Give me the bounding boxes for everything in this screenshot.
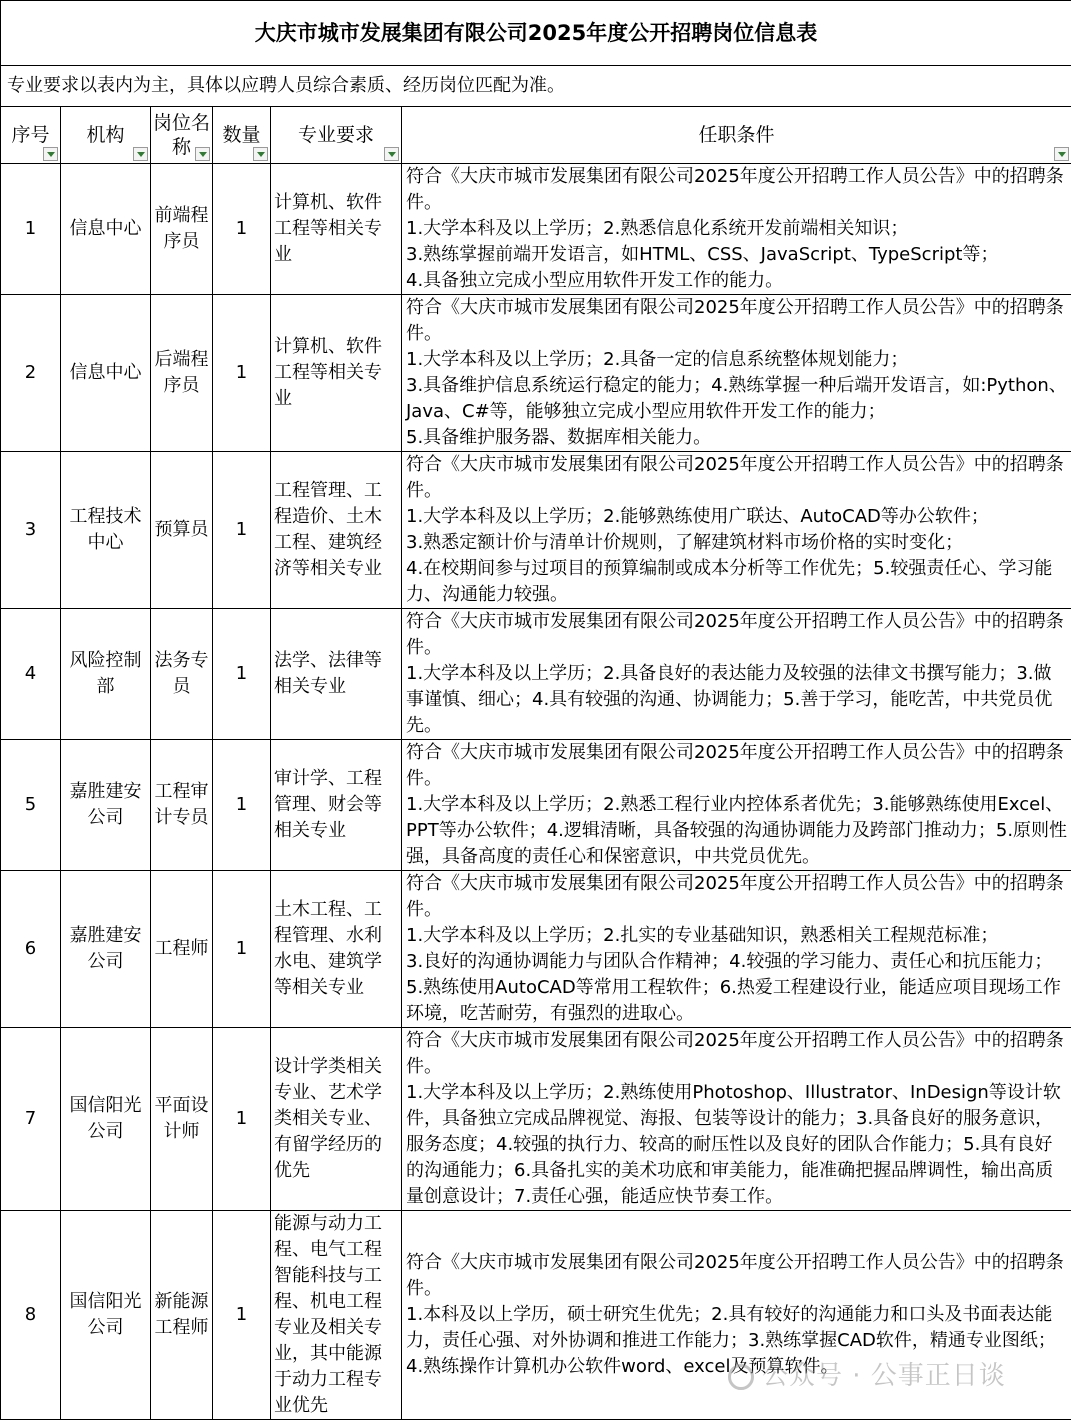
table-row xyxy=(1,295,1071,452)
header-row xyxy=(1,107,1071,164)
row-major: 计算机、软件工程等相关专业 xyxy=(271,295,402,452)
row-org: 信息中心 xyxy=(61,295,151,452)
condition-line: 1.大学本科及以上学历；2.熟练使用Photoshop、Illustrator、InDesign等设计软件，具备独立完成品牌视觉、海报、包装等设计的能力；3.具备良好的服务意识，服务态度；4.较强的执行力、较高的耐压性以及良好的团队合作能力；5.具有良好的沟通能力；6.具备扎实的美术功底和审美能力，能准确把握品牌调性，输出高质量创意设计；7.责任心强，能适应快节奏工作。 xyxy=(406,1080,1068,1210)
condition-line: 4.在校期间参与过项目的预算编制或成本分析等工作优先；5.较强责任心、学习能力、沟通能力较强。 xyxy=(406,556,1068,608)
table-row xyxy=(1,1028,1071,1211)
row-org: 嘉胜建安公司 xyxy=(61,740,151,871)
row-index: 1 xyxy=(1,164,61,295)
row-position: 前端程序员 xyxy=(151,164,213,295)
row-index: 7 xyxy=(1,1028,61,1211)
table-title: 大庆市城市发展集团有限公司2025年度公开招聘岗位信息表 xyxy=(1,1,1071,66)
row-conditions xyxy=(402,1028,1071,1211)
row-conditions xyxy=(402,452,1071,609)
row-count: 1 xyxy=(213,452,271,609)
condition-line: 符合《大庆市城市发展集团有限公司2025年度公开招聘工作人员公告》中的招聘条件。 xyxy=(406,871,1068,923)
filter-dropdown-icon[interactable] xyxy=(195,147,210,161)
condition-line: 1.大学本科及以上学历；2.熟悉信息化系统开发前端相关知识； xyxy=(406,216,1068,242)
row-conditions xyxy=(402,740,1071,871)
header-index: 序号 xyxy=(1,107,61,164)
condition-line: 1.大学本科及以上学历；2.扎实的专业基础知识，熟悉相关工程规范标准； xyxy=(406,923,1068,949)
row-conditions xyxy=(402,871,1071,1028)
filter-dropdown-icon[interactable] xyxy=(253,147,268,161)
condition-line: 符合《大庆市城市发展集团有限公司2025年度公开招聘工作人员公告》中的招聘条件。 xyxy=(406,452,1068,504)
row-count: 1 xyxy=(213,609,271,740)
condition-line: 5.具备维护服务器、数据库相关能力。 xyxy=(406,425,1068,451)
table-row xyxy=(1,871,1071,1028)
row-major: 法学、法律等相关专业 xyxy=(271,609,402,740)
row-conditions xyxy=(402,609,1071,740)
row-count: 1 xyxy=(213,740,271,871)
row-major: 计算机、软件工程等相关专业 xyxy=(271,164,402,295)
condition-line: 1.大学本科及以上学历；2.具备良好的表达能力及较强的法律文书撰写能力；3.做事谨慎、细心；4.具有较强的沟通、协调能力；5.善于学习，能吃苦，中共党员优先。 xyxy=(406,661,1068,739)
condition-line: 4.具备独立完成小型应用软件开发工作的能力。 xyxy=(406,268,1068,294)
row-major: 工程管理、工程造价、土木工程、建筑经济等相关专业 xyxy=(271,452,402,609)
row-org: 嘉胜建安公司 xyxy=(61,871,151,1028)
row-index: 2 xyxy=(1,295,61,452)
table-note: 专业要求以表内为主，具体以应聘人员综合素质、经历岗位匹配为准。 xyxy=(1,66,1071,107)
condition-line: 符合《大庆市城市发展集团有限公司2025年度公开招聘工作人员公告》中的招聘条件。 xyxy=(406,295,1068,347)
row-index: 4 xyxy=(1,609,61,740)
condition-line: 1.大学本科及以上学历；2.熟悉工程行业内控体系者优先；3.能够熟练使用Excel、PPT等办公软件；4.逻辑清晰，具备较强的沟通协调能力及跨部门推动力；5.原则性强，具备高度的责任心和保密意识，中共党员优先。 xyxy=(406,792,1068,870)
condition-line: 符合《大庆市城市发展集团有限公司2025年度公开招聘工作人员公告》中的招聘条件。 xyxy=(406,609,1068,661)
filter-dropdown-icon[interactable] xyxy=(43,147,58,161)
row-org: 风险控制部 xyxy=(61,609,151,740)
row-major: 土木工程、工程管理、水利水电、建筑学等相关专业 xyxy=(271,871,402,1028)
row-major: 设计学类相关专业、艺术学类相关专业、有留学经历的优先 xyxy=(271,1028,402,1211)
condition-line: 符合《大庆市城市发展集团有限公司2025年度公开招聘工作人员公告》中的招聘条件。 xyxy=(406,1028,1068,1080)
row-position: 平面设计师 xyxy=(151,1028,213,1211)
row-major: 能源与动力工程、电气工程智能科技与工程、机电工程专业及相关专业，其中能源于动力工程专业优先 xyxy=(271,1211,402,1420)
header-major: 专业要求 xyxy=(271,107,402,164)
row-position: 后端程序员 xyxy=(151,295,213,452)
table-row xyxy=(1,452,1071,609)
table-row xyxy=(1,609,1071,740)
condition-line: 3.熟练掌握前端开发语言，如HTML、CSS、JavaScript、TypeScript等； xyxy=(406,242,1068,268)
wechat-logo-icon xyxy=(728,1364,754,1390)
row-count: 1 xyxy=(213,295,271,452)
row-conditions xyxy=(402,295,1071,452)
row-position: 新能源工程师 xyxy=(151,1211,213,1420)
header-position: 岗位名称 xyxy=(151,107,213,164)
row-position: 工程师 xyxy=(151,871,213,1028)
row-org: 国信阳光公司 xyxy=(61,1028,151,1211)
row-org: 国信阳光公司 xyxy=(61,1211,151,1420)
row-conditions xyxy=(402,164,1071,295)
row-position: 法务专员 xyxy=(151,609,213,740)
filter-dropdown-icon[interactable] xyxy=(1054,147,1069,161)
watermark: 公众号 · 公事正日谈 xyxy=(728,1355,1006,1392)
filter-dropdown-icon[interactable] xyxy=(133,147,148,161)
row-count: 1 xyxy=(213,871,271,1028)
condition-line: 符合《大庆市城市发展集团有限公司2025年度公开招聘工作人员公告》中的招聘条件。 xyxy=(406,1250,1068,1302)
row-index: 6 xyxy=(1,871,61,1028)
condition-line: 3.熟悉定额计价与清单计价规则，了解建筑材料市场价格的实时变化； xyxy=(406,530,1068,556)
header-org: 机构 xyxy=(61,107,151,164)
condition-line: 符合《大庆市城市发展集团有限公司2025年度公开招聘工作人员公告》中的招聘条件。 xyxy=(406,164,1068,216)
row-index: 8 xyxy=(1,1211,61,1420)
condition-line: 3.良好的沟通协调能力与团队合作精神；4.较强的学习能力、责任心和抗压能力；5.熟练使用AutoCAD等常用工程软件；6.热爱工程建设行业，能适应项目现场工作环境，吃苦耐劳，有强烈的进取心。 xyxy=(406,949,1068,1027)
row-org: 信息中心 xyxy=(61,164,151,295)
header-conditions: 任职条件 xyxy=(402,107,1071,164)
row-count: 1 xyxy=(213,1211,271,1420)
row-position: 工程审计专员 xyxy=(151,740,213,871)
table-row xyxy=(1,740,1071,871)
row-major: 审计学、工程管理、财会等相关专业 xyxy=(271,740,402,871)
condition-line: 符合《大庆市城市发展集团有限公司2025年度公开招聘工作人员公告》中的招聘条件。 xyxy=(406,740,1068,792)
condition-line: 3.具备维护信息系统运行稳定的能力；4.熟练掌握一种后端开发语言，如:Python、Java、C#等，能够独立完成小型应用软件开发工作的能力； xyxy=(406,373,1068,425)
row-org: 工程技术中心 xyxy=(61,452,151,609)
row-index: 3 xyxy=(1,452,61,609)
row-count: 1 xyxy=(213,1028,271,1211)
condition-line: 1.大学本科及以上学历；2.能够熟练使用广联达、AutoCAD等办公软件； xyxy=(406,504,1068,530)
row-position: 预算员 xyxy=(151,452,213,609)
condition-line: 1.大学本科及以上学历；2.具备一定的信息系统整体规划能力； xyxy=(406,347,1068,373)
row-index: 5 xyxy=(1,740,61,871)
header-count: 数量 xyxy=(213,107,271,164)
table-row xyxy=(1,164,1071,295)
condition-line: 1.本科及以上学历，硕士研究生优先；2.具有较好的沟通能力和口头及书面表达能力，责任心强、对外协调和推进工作能力；3.熟练掌握CAD软件，精通专业图纸；4.熟练操作计算机办公软件word、excel及预算软件。 xyxy=(406,1302,1068,1380)
row-count: 1 xyxy=(213,164,271,295)
filter-dropdown-icon[interactable] xyxy=(384,147,399,161)
